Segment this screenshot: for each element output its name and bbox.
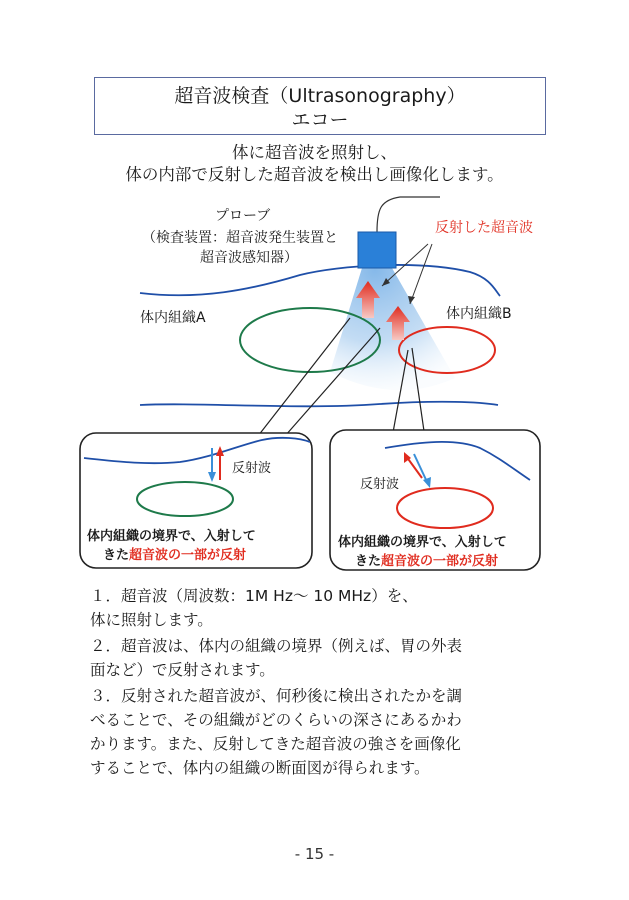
probe-icon [358, 232, 396, 268]
step-2: ２．超音波は、体内の組織の境界（例えば、胃の外表 面など）で反射されます。 [90, 637, 463, 679]
inset-left-caption-line1: 体内組織の境界で、入射して [87, 529, 256, 544]
probe-desc-line2: 超音波感知器） [200, 250, 298, 266]
inset-right-caption-line2: きた超音波の一部が反射 [355, 554, 499, 569]
inset-right-wave-label: 反射波 [360, 477, 400, 492]
intro-line1: 体に超音波を照射し、 [232, 143, 397, 162]
probe-label: プローブ [215, 208, 271, 224]
tissue-a-label: 体内組織A [140, 310, 206, 326]
title-line2: エコー [291, 109, 349, 131]
inset-left-wave-label: 反射波 [232, 461, 272, 476]
intro-line2: 体の内部で反射した超音波を検出し画像化します。 [125, 165, 504, 184]
inset-right-caption-line1: 体内組織の境界で、入射して [338, 535, 507, 550]
skin-boundary [140, 265, 500, 296]
inset-left-caption-line2: きた超音波の一部が反射 [103, 548, 247, 563]
step-3: ３．反射された超音波が、何秒後に検出されたかを調 べることで、その組織がどのくらいの深さにあるかわ かります。また、反射してきた超音波の強さを画像化 することで、体内の組織の断面図が得られます。 [90, 687, 463, 777]
probe-cable [377, 197, 440, 232]
reflected-wave-label: 反射した超音波 [435, 220, 533, 236]
step-1: １．超音波（周波数：1M Hz～ 10 MHz）を、 体に照射します。 [90, 587, 418, 629]
tissue-b-label: 体内組織B [446, 306, 512, 322]
deep-boundary [140, 402, 498, 407]
page-number: - 15 - [294, 845, 335, 863]
probe-desc-line1: （検査装置：超音波発生装置と [142, 230, 338, 246]
title-line1: 超音波検査（Ultrasonography） [174, 85, 466, 107]
